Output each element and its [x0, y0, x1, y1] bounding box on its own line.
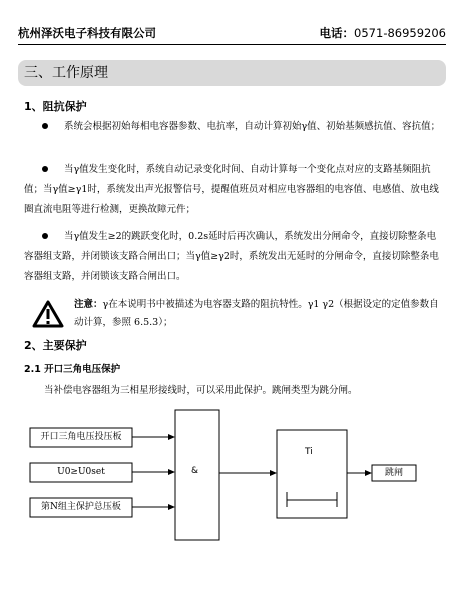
arrow-timer-output: [365, 470, 372, 476]
arrow-and-timer: [270, 470, 277, 476]
bullet-text-2: 当γ值发生变化时，系统自动记录变化时间、自动计算每一个变化点对应的支路基频阻抗值；当γ值≥γ1时，系统发出声光报警信号，提醒值班员对相应电容器组的电容值、电感值、放电线圈直流电阻等进行检测，更换故障元件；: [24, 164, 439, 215]
phone-label: 电话：: [319, 26, 355, 40]
timer-label: Ti: [305, 447, 313, 457]
arrow-3: [168, 504, 175, 510]
impedance-heading: 1、阻抗保护: [24, 100, 87, 113]
input-label-3: 第N组主保护总压板: [41, 502, 121, 512]
input-label-1: 开口三角电压投压板: [40, 432, 122, 442]
phone-number: 0571-86959206: [354, 26, 446, 40]
company-name: 杭州泽沃电子科技有限公司: [18, 26, 156, 40]
intro-text: 当补偿电容器组为三相星形接线时，可以采用此保护。跳闸类型为跳分闸。: [44, 385, 358, 396]
output-label: 跳闸: [384, 468, 403, 478]
bullet-text-1: 系统会根据初始每相电容器参数、电抗率，自动计算初始γ值、初始基频感抗值、容抗值；: [64, 121, 441, 132]
arrow-1: [168, 434, 175, 440]
input-label-2: U0≥U0set: [57, 467, 105, 477]
main-protection-heading: 2、主要保护: [24, 339, 87, 352]
note-text: γ在本说明书中被描述为电容器支路的阻抗特性。γ1 γ2（根据设定的定值参数自动计算，参照 6.5.3）；: [74, 299, 439, 328]
and-gate-label: &: [191, 466, 199, 476]
arrow-2: [168, 469, 175, 475]
note-label: 注意：: [74, 299, 103, 310]
bullet-text-3: 当γ值发生≥2的跳跃变化时，0.2s延时后再次确认，系统发出分闸命令，直接切除整条电容器组支路，并闭锁该支路合闸出口；当γ值≥γ2时，系统发出无延时的分闸命令，直接切除整条电容器组支路，并闭锁该支路合闸出口。: [24, 231, 439, 282]
section-title: 三、工作原理: [18, 60, 446, 86]
sub-heading-2-1: 2.1 开口三角电压保护: [24, 364, 121, 375]
